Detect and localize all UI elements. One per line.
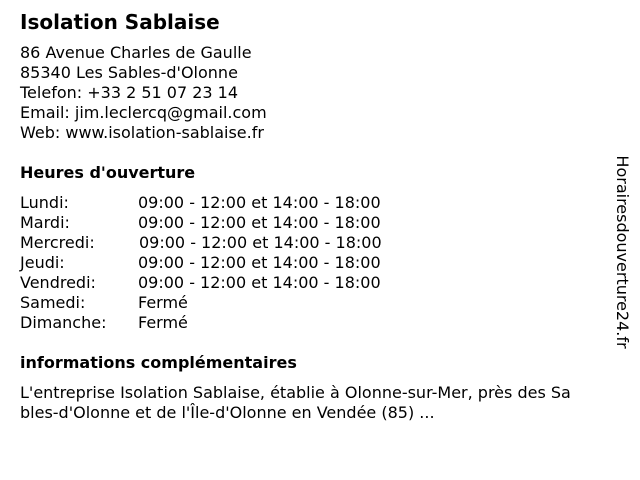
hours-row-tuesday — [20, 213, 382, 233]
day-hours: 09:00 - 12:00 et 14:00 - 18:00 — [138, 253, 381, 272]
hours-row-thursday — [20, 253, 382, 273]
day-hours: 09:00 - 12:00 et 14:00 - 18:00 — [138, 273, 381, 292]
hours-row-saturday — [20, 293, 382, 313]
site-watermark: Horairesdouverture24.fr — [613, 155, 632, 349]
hours-row-monday — [20, 193, 382, 213]
hours-row-friday — [20, 273, 382, 293]
email-address: Email: jim.leclercq@gmail.com — [20, 103, 267, 122]
opening-hours-heading: Heures d'ouverture — [20, 163, 196, 182]
day-label: Dimanche: — [20, 313, 107, 332]
business-name: Isolation Sablaise — [20, 10, 220, 34]
additional-info-heading: informations complémentaires — [20, 353, 297, 372]
hours-row-wednesday — [20, 233, 382, 253]
day-hours: Fermé — [138, 293, 188, 312]
hours-row-sunday — [20, 313, 382, 333]
day-label: Mardi: — [20, 213, 70, 232]
day-label: Vendredi: — [20, 273, 96, 292]
address-street: 86 Avenue Charles de Gaulle — [20, 43, 252, 62]
additional-info-text: L'entreprise Isolation Sablaise, établie à Olonne-sur-Mer, près des Sables-d'Olonne et de l'Île-d'Olonne en Vendée (85) ... — [20, 383, 571, 422]
day-label: Mercredi: — [20, 233, 95, 252]
day-label: Jeudi: — [20, 253, 65, 272]
day-label: Lundi: — [20, 193, 69, 212]
day-hours: Fermé — [138, 313, 188, 332]
day-label: Samedi: — [20, 293, 86, 312]
website: Web: www.isolation-sablaise.fr — [20, 123, 264, 142]
contact-block — [20, 43, 267, 143]
phone-number: Telefon: +33 2 51 07 23 14 — [20, 83, 239, 102]
day-hours: 09:00 - 12:00 et 14:00 - 18:00 — [139, 233, 382, 252]
opening-hours-table — [20, 193, 382, 333]
address-city: 85340 Les Sables-d'Olonne — [20, 63, 238, 82]
day-hours: 09:00 - 12:00 et 14:00 - 18:00 — [138, 193, 381, 212]
day-hours: 09:00 - 12:00 et 14:00 - 18:00 — [138, 213, 381, 232]
